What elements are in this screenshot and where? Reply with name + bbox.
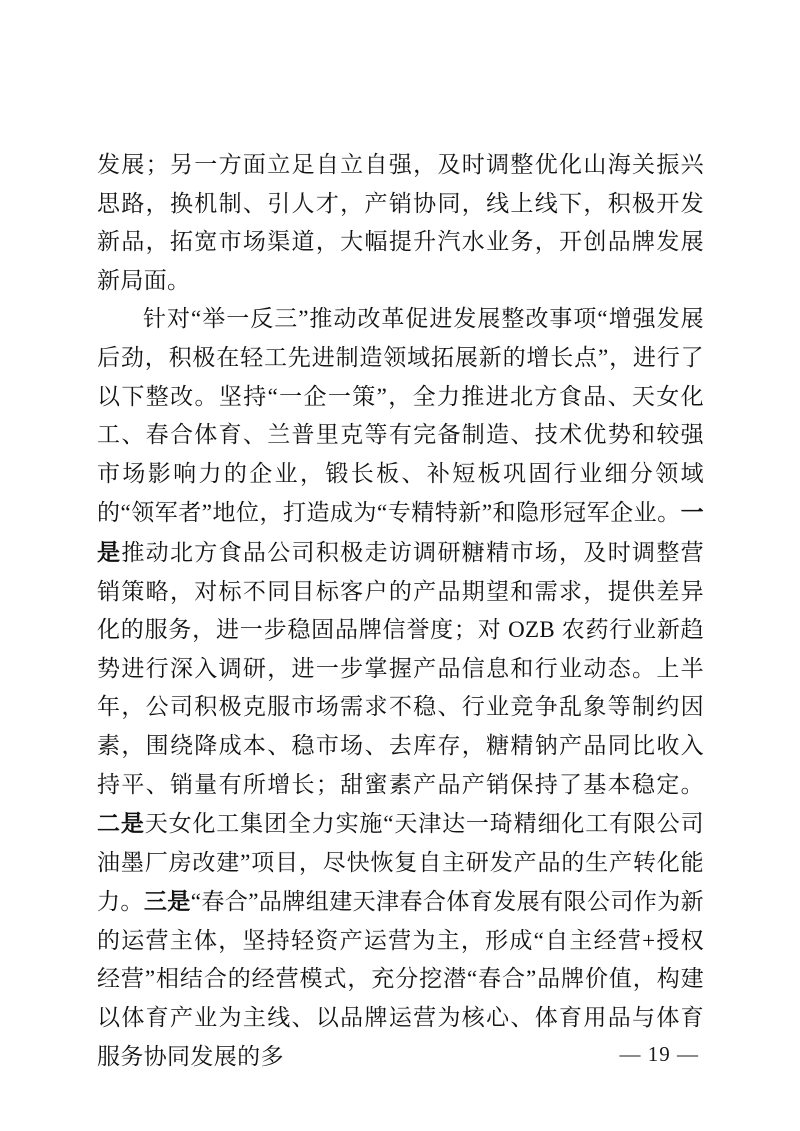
text-run: 推动北方食品公司积极走访调研糖精市场，及时调整营销策略，对标不同目标客户的产品期望和需求，提供差异化的服务，进一步稳固品牌信誉度；对 OZB 农药行业新趋势进行深入调研，进一步掌握产品信息和行业动态。上半年，公司积极克服市场需求不稳、行业竞争乱象等制约因素，围绕降成本、稳市场、去库存，糖精钠产品同比收入持平、销量有所增长；甜蜜素产品产销保持了基本稳定。	[97, 539, 704, 797]
text-run: 针对“举一反三”推动改革促进发展整改事项“增强发展后劲，积极在轻工先进制造领域拓展新的增长点”，进行了以下整改。坚持“一企一策”，全力推进北方食品、天女化工、春合体育、兰普里克等有完备制造、技术优势和较强市场影响力的企业，锻长板、补短板巩固行业细分领域的“领军者”地位，打造成为“专精特新”和隐形冠军企业。	[97, 306, 704, 526]
bold-marker-item-two: 二是	[97, 810, 145, 837]
bold-marker-item-three: 三是	[143, 888, 191, 915]
text-run: 发展；另一方面立足自立自强，及时调整优化山海关振兴思路，换机制、引人才，产销协同，线上线下，积极开发新品，拓宽市场渠道，大幅提升汽水业务，开创品牌发展新局面。	[97, 152, 704, 293]
text-run: “春合”品牌组建天津春合体育发展有限公司作为新的运营主体，坚持轻资产运营为主，形成“自主经营+授权经营”相结合的经营模式，充分挖潜“春合”品牌价值，构建以体育产业为主线、以品牌运营为核心、体育用品与体育服务协同发展的多	[97, 889, 705, 1069]
paragraph-rectification	[97, 300, 704, 1076]
paragraph-continued	[97, 146, 704, 300]
text-run: 天女化工集团全力实施“天津达一琦精细化工有限公司油墨厂房改建”项目，尽快恢复自主研发产品的生产转化能力。	[97, 811, 704, 915]
page-number: — 19 —	[619, 1042, 699, 1066]
bold-marker-item-one: 一是	[97, 499, 704, 565]
document-text-block	[97, 146, 704, 1076]
